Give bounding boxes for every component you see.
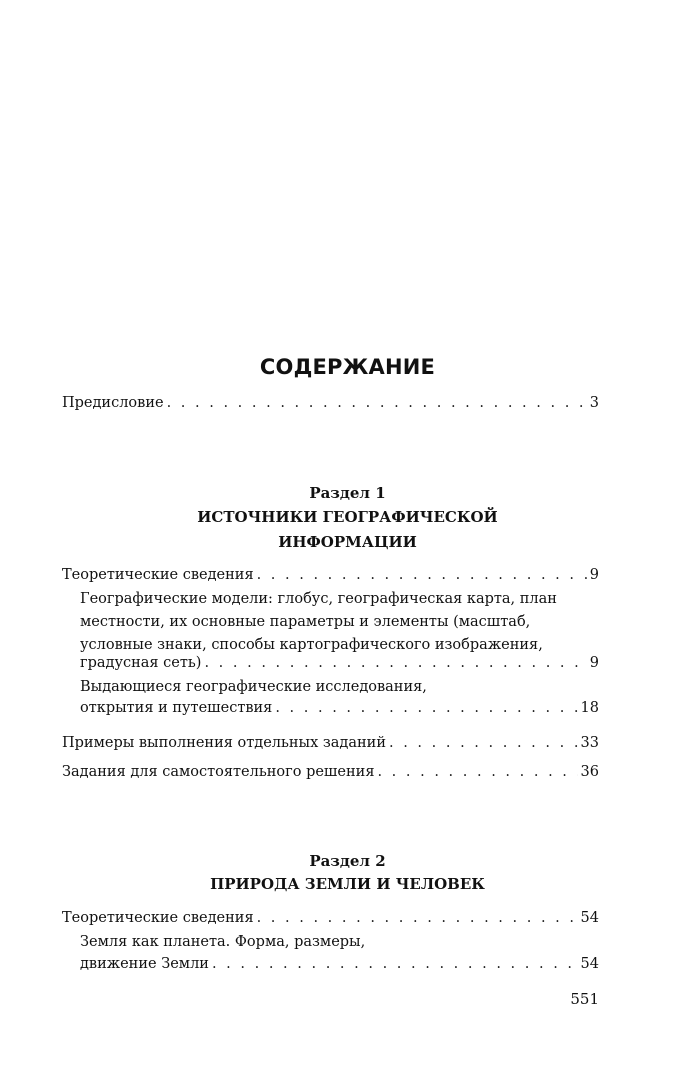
toc-subentry-models-line-1: Географические модели: глобус, географическая карта, план: [80, 591, 557, 607]
dot-leader: [212, 955, 578, 973]
dot-leader: [389, 734, 578, 752]
dot-leader: [257, 909, 578, 927]
section-2-label: Раздел 2: [309, 852, 386, 870]
section-1-label: Раздел 1: [309, 484, 386, 502]
toc-entry-label: Теоретические сведения: [62, 910, 254, 926]
toc-entry-label: Примеры выполнения отдельных заданий: [62, 735, 386, 751]
toc-entry-page: 54: [580, 956, 599, 972]
toc-subentry-earth[interactable]: [80, 955, 599, 973]
toc-entry-page: 9: [589, 655, 599, 671]
toc-entry-label: Теоретические сведения: [62, 567, 254, 583]
toc-subentry-explorations[interactable]: [80, 699, 599, 717]
toc-entry-page: 18: [580, 700, 599, 716]
toc-entry-page: 33: [580, 735, 599, 751]
section-1-title-line-1: ИСТОЧНИКИ ГЕОГРАФИЧЕСКОЙ: [197, 508, 498, 526]
dot-leader: [275, 699, 577, 717]
dot-leader: [257, 566, 587, 584]
dot-leader: [377, 763, 577, 781]
section-2-title: ПРИРОДА ЗЕМЛИ И ЧЕЛОВЕК: [210, 875, 485, 893]
toc-entry-page: 36: [580, 764, 599, 780]
toc-entry-page: 3: [589, 395, 599, 411]
toc-subentry-explorations-line-1: Выдающиеся географические исследования,: [80, 679, 427, 695]
toc-entry-label: градусная сеть): [80, 655, 202, 671]
dot-leader: [204, 654, 586, 672]
toc-subentry-models-line-2: местности, их основные параметры и элементы (масштаб,: [80, 614, 531, 630]
toc-entry-label: движение Земли: [80, 956, 209, 972]
toc-subentry-earth-line-1: Земля как планета. Форма, размеры,: [80, 934, 366, 950]
toc-entry-page: 9: [589, 567, 599, 583]
toc-subentry-models[interactable]: [80, 654, 599, 672]
toc-entry-section-1-tasks[interactable]: [62, 763, 599, 781]
toc-subentry-models-line-3: условные знаки, способы картографического изображения,: [80, 637, 543, 653]
toc-entry-preface[interactable]: [62, 394, 599, 412]
toc-entry-label: открытия и путешествия: [80, 700, 273, 716]
toc-entry-section-1-theory[interactable]: [62, 566, 599, 584]
toc-entry-label: Задания для самостоятельного решения: [62, 764, 375, 780]
page-number: 551: [570, 990, 599, 1008]
toc-entry-section-1-examples[interactable]: [62, 734, 599, 752]
toc-entry-label: Предисловие: [62, 395, 164, 411]
page-title: СОДЕРЖАНИЕ: [259, 355, 436, 379]
dot-leader: [167, 394, 587, 412]
toc-entry-section-2-theory[interactable]: [62, 909, 599, 927]
toc-entry-page: 54: [580, 910, 599, 926]
section-1-title-line-2: ИНФОРМАЦИИ: [278, 533, 417, 551]
